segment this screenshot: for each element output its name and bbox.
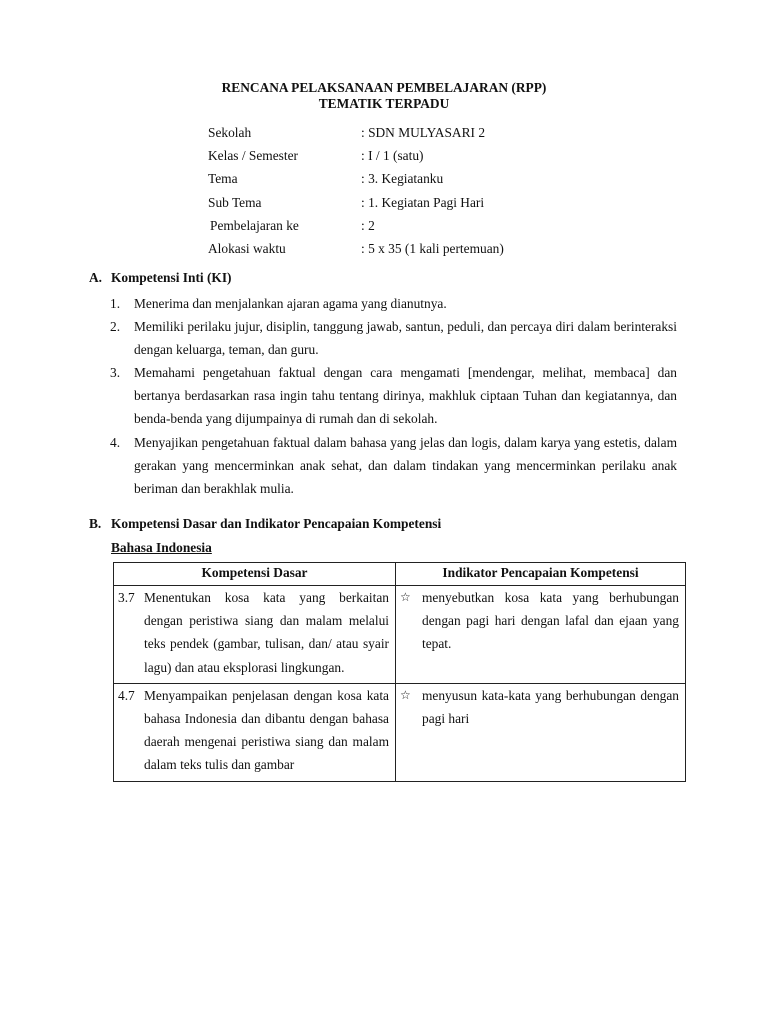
- list-text: Menyajikan pengetahuan faktual dalam bahasa yang jelas dan logis, dalam karya yang estetis, dalam gerakan yang mencerminkan anak sehat, dan dalam tindakan yang mencerminkan perilaku anak beriman dan berakhlak mulia.: [134, 434, 677, 496]
- section-title: Kompetensi Inti (KI): [111, 270, 232, 285]
- column-header-kd: Kompetensi Dasar: [114, 563, 396, 586]
- list-number: 4.: [110, 434, 121, 450]
- info-value: : 5 x 35 (1 kali pertemuan): [361, 240, 504, 256]
- info-row-alokasi: [208, 240, 608, 263]
- kd-text: Menyampaikan penjelasan dengan kosa kata bahasa Indonesia dan dibantu dengan bahasa daerah mengenai peristiwa siang dan malam dalam teks tulis dan gambar: [144, 687, 389, 773]
- star-outline-icon: ☆: [400, 687, 411, 702]
- section-a-heading: [89, 270, 232, 286]
- section-b-heading: [89, 516, 441, 532]
- info-label: Alokasi waktu: [208, 240, 286, 256]
- table-header-row: [114, 563, 686, 586]
- list-text: Memahami pengetahuan faktual dengan cara mengamati [mendengar, melihat, membaca] dan bertanya berdasarkan rasa ingin tahu tentang dirinya, makhluk ciptaan Tuhan dan kegiatannya, dan benda-benda yang dijumpainya di rumah dan di sekolah.: [134, 365, 677, 427]
- table-row: [114, 683, 686, 781]
- info-label: Tema: [208, 171, 238, 187]
- info-label: Pembelajaran ke: [210, 217, 299, 233]
- column-header-indicator: Indikator Pencapaian Kompetensi: [396, 563, 686, 586]
- section-letter: B.: [89, 516, 102, 531]
- list-item: [110, 315, 677, 361]
- kd-cell: [114, 683, 396, 781]
- subject-heading: Bahasa Indonesia: [111, 540, 212, 555]
- info-value: : 3. Kegiatanku: [361, 171, 444, 187]
- list-number: 3.: [110, 365, 121, 381]
- info-value: : I / 1 (satu): [361, 148, 424, 164]
- title-line-2: TEMATIK TERPADU: [318, 96, 450, 111]
- star-outline-icon: ☆: [400, 590, 411, 604]
- info-value: : 1. Kegiatan Pagi Hari: [361, 194, 485, 210]
- info-row-sekolah: [208, 124, 608, 147]
- title-line-1: RENCANA PELAKSANAAN PEMBELAJARAN (RPP): [221, 80, 547, 95]
- info-label: Kelas / Semester: [208, 148, 298, 164]
- info-row-subtema: [208, 194, 608, 217]
- info-row-pembelajaran: [208, 217, 608, 240]
- indicator-text: menyusun kata-kata yang berhubungan dengan pagi hari: [422, 687, 679, 727]
- list-number: 2.: [110, 319, 121, 335]
- kd-cell: [114, 586, 396, 684]
- kd-number: 3.7: [118, 590, 135, 605]
- indicator-cell: [396, 683, 686, 781]
- indicator-text: menyebutkan kosa kata yang berhubungan dengan pagi hari dengan lafal dan ejaan yang tepat.: [422, 590, 679, 652]
- info-label: Sub Tema: [208, 194, 262, 210]
- identity-table: [208, 124, 608, 263]
- list-item: [110, 361, 677, 430]
- kd-number: 4.7: [118, 687, 135, 703]
- list-number: 1.: [110, 296, 121, 311]
- info-label: Sekolah: [208, 125, 252, 140]
- info-row-tema: [208, 170, 608, 193]
- info-row-kelas: [208, 147, 608, 170]
- indicator-cell: [396, 586, 686, 684]
- list-item: [110, 292, 677, 315]
- kd-text: Menentukan kosa kata yang berkaitan dengan peristiwa siang dan malam melalui teks pendek (gambar, tulisan, dan/ atau syair lagu) dan atau eksplorasi lingkungan.: [144, 590, 389, 675]
- table-row: [114, 586, 686, 684]
- section-title: Kompetensi Dasar dan Indikator Pencapaian Kompetensi: [111, 516, 442, 531]
- info-value: : SDN MULYASARI 2: [361, 125, 486, 140]
- list-text: Memiliki perilaku jujur, disiplin, tanggung jawab, santun, peduli, dan percaya diri dalam berinteraksi dengan keluarga, teman, dan guru.: [134, 319, 677, 358]
- ki-list: [110, 292, 677, 500]
- info-value: : 2: [361, 217, 375, 233]
- list-item: [110, 431, 677, 500]
- list-text: Menerima dan menjalankan ajaran agama yang dianutnya.: [134, 296, 447, 311]
- document-title: [0, 80, 768, 112]
- section-letter: A.: [89, 270, 103, 285]
- competency-table: [113, 562, 686, 782]
